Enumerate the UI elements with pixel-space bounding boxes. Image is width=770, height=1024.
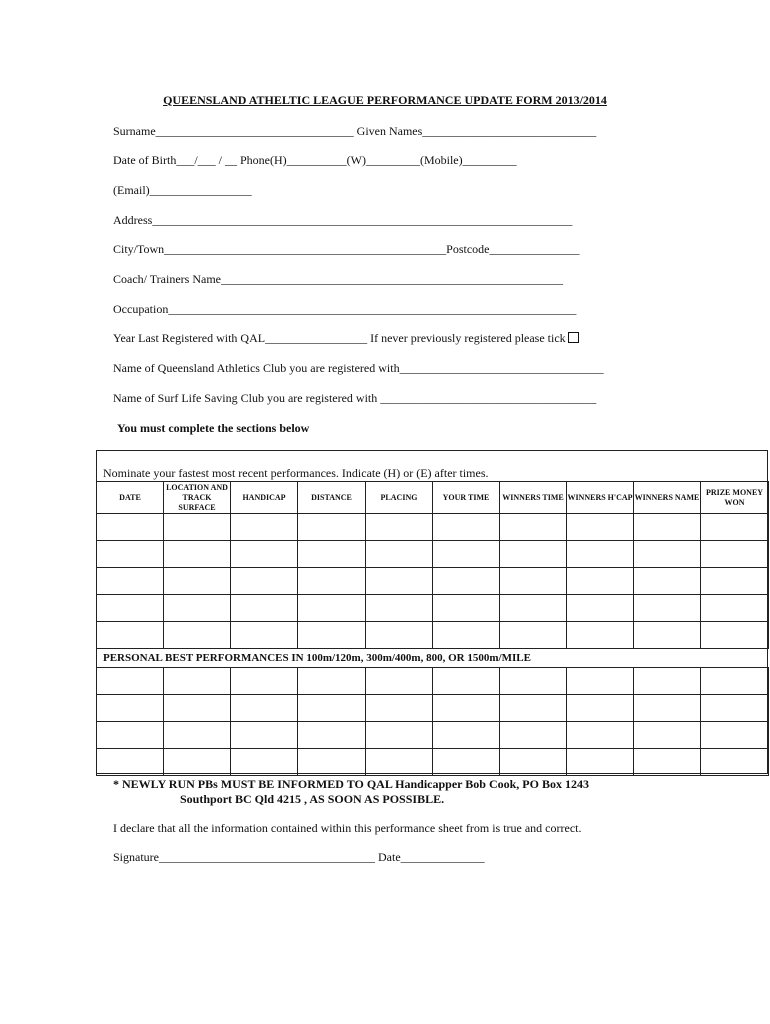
table-cell[interactable] [97, 514, 164, 541]
table-cell[interactable] [298, 514, 366, 541]
table-cell[interactable] [366, 668, 433, 695]
form-title: QUEENSLAND ATHELTIC LEAGUE PERFORMANCE UPDATE FORM 2013/2014 [163, 93, 607, 107]
table-cell[interactable] [366, 541, 433, 568]
instruction-text: You must complete the sections below [117, 421, 310, 435]
table-cell[interactable] [500, 514, 567, 541]
table-cell[interactable] [164, 622, 231, 649]
table-cell[interactable] [97, 695, 164, 722]
table-cell[interactable] [634, 695, 701, 722]
table-cell[interactable] [500, 668, 567, 695]
header-distance: DISTANCE [298, 482, 366, 514]
table-cell[interactable] [701, 668, 769, 695]
table-cell[interactable] [634, 668, 701, 695]
signature-date-field[interactable]: Signature____________________________________ Date______________ [113, 850, 485, 864]
pb-notice-line2: Southport BC Qld 4215 , AS SOON AS POSSIBLE. [180, 792, 445, 806]
nominate-instruction: Nominate your fastest most recent performances. Indicate (H) or (E) after times. [103, 466, 489, 480]
table-cell[interactable] [97, 722, 164, 749]
header-winners-time: WINNERS TIME [500, 482, 567, 514]
recent-performances-table [96, 481, 769, 649]
table-cell[interactable] [298, 722, 366, 749]
table-cell[interactable] [701, 514, 769, 541]
table-cell[interactable] [500, 695, 567, 722]
table-row [97, 722, 769, 749]
declaration-text: I declare that all the information contained within this performance sheet from is true and correct. [113, 821, 582, 835]
table-cell[interactable] [366, 514, 433, 541]
table-cell[interactable] [433, 541, 500, 568]
table-cell[interactable] [567, 722, 634, 749]
table-cell[interactable] [433, 668, 500, 695]
dob-phone-field[interactable]: Date of Birth___/___ / __ Phone(H)__________(W)_________(Mobile)_________ [113, 153, 517, 167]
table-cell[interactable] [567, 695, 634, 722]
surf-club-field[interactable]: Name of Surf Life Saving Club you are registered with ____________________________________ [113, 391, 597, 405]
table-cell[interactable] [567, 595, 634, 622]
table-cell[interactable] [567, 541, 634, 568]
year-registered-row [113, 331, 579, 346]
table-row [97, 568, 769, 595]
athletics-club-field[interactable]: Name of Queensland Athletics Club you are registered with__________________________________ [113, 361, 604, 375]
header-winners-name: WINNERS NAME [634, 482, 701, 514]
personal-best-heading: PERSONAL BEST PERFORMANCES IN 100m/120m, 300m/400m, 800, OR 1500m/MILE [96, 648, 768, 668]
table-row [97, 749, 769, 776]
table-cell[interactable] [701, 595, 769, 622]
table-cell[interactable] [97, 568, 164, 595]
table-cell[interactable] [500, 541, 567, 568]
header-your-time: YOUR TIME [433, 482, 500, 514]
coach-field[interactable]: Coach/ Trainers Name_________________________________________________________ [113, 272, 563, 286]
year-registered-field[interactable]: Year Last Registered with QAL_________________ If never previously registered please tick [113, 331, 566, 345]
table-cell[interactable] [164, 695, 231, 722]
table-header-row [97, 482, 769, 514]
table-cell[interactable] [500, 722, 567, 749]
table-cell[interactable] [231, 568, 298, 595]
table-cell[interactable] [298, 695, 366, 722]
table-cell[interactable] [567, 668, 634, 695]
table-cell[interactable] [164, 514, 231, 541]
table-cell[interactable] [634, 622, 701, 649]
table-row [97, 595, 769, 622]
table-cell[interactable] [231, 514, 298, 541]
email-field[interactable]: (Email)_________________ [113, 183, 252, 197]
table-cell[interactable] [97, 668, 164, 695]
table-row [97, 541, 769, 568]
table-cell[interactable] [298, 541, 366, 568]
table-cell[interactable] [433, 622, 500, 649]
table-cell[interactable] [97, 595, 164, 622]
table-cell[interactable] [164, 541, 231, 568]
table-cell[interactable] [567, 568, 634, 595]
table-cell[interactable] [701, 568, 769, 595]
table-cell[interactable] [366, 595, 433, 622]
table-cell[interactable] [433, 749, 500, 776]
table-cell[interactable] [500, 595, 567, 622]
table-cell[interactable] [634, 722, 701, 749]
table-cell[interactable] [366, 695, 433, 722]
table-cell[interactable] [298, 595, 366, 622]
pb-notice-line1: * NEWLY RUN PBs MUST BE INFORMED TO QAL Handicapper Bob Cook, PO Box 1243 [113, 777, 589, 791]
header-date: DATE [97, 482, 164, 514]
table-cell[interactable] [231, 668, 298, 695]
table-cell[interactable] [701, 622, 769, 649]
surname-given-names-field[interactable]: Surname_________________________________ Given Names_____________________________ [113, 124, 597, 138]
table-cell[interactable] [298, 568, 366, 595]
table-cell[interactable] [500, 749, 567, 776]
table-cell[interactable] [701, 722, 769, 749]
table-row [97, 514, 769, 541]
table-cell[interactable] [634, 514, 701, 541]
occupation-field[interactable]: Occupation____________________________________________________________________ [113, 302, 577, 316]
address-field[interactable]: Address______________________________________________________________________ [113, 213, 573, 227]
table-cell[interactable] [634, 541, 701, 568]
table-cell[interactable] [164, 668, 231, 695]
table-cell[interactable] [298, 622, 366, 649]
table-cell[interactable] [97, 622, 164, 649]
table-cell[interactable] [567, 514, 634, 541]
table-cell[interactable] [433, 514, 500, 541]
table-cell[interactable] [634, 595, 701, 622]
table-cell[interactable] [366, 749, 433, 776]
table-cell[interactable] [231, 722, 298, 749]
table-cell[interactable] [701, 541, 769, 568]
table-cell[interactable] [231, 749, 298, 776]
table-cell[interactable] [164, 722, 231, 749]
city-postcode-field[interactable]: City/Town_______________________________________________Postcode_______________ [113, 242, 580, 256]
table-cell[interactable] [231, 541, 298, 568]
table-row [97, 668, 769, 695]
table-cell[interactable] [567, 749, 634, 776]
header-winners-hcap: WINNERS H'CAP [567, 482, 634, 514]
table-cell[interactable] [634, 568, 701, 595]
table-cell[interactable] [567, 622, 634, 649]
table-cell[interactable] [298, 749, 366, 776]
table-cell[interactable] [164, 749, 231, 776]
table-cell[interactable] [366, 722, 433, 749]
table-cell[interactable] [97, 749, 164, 776]
table-cell[interactable] [433, 695, 500, 722]
table-cell[interactable] [433, 722, 500, 749]
table-cell[interactable] [97, 541, 164, 568]
table-cell[interactable] [634, 749, 701, 776]
table-cell[interactable] [433, 568, 500, 595]
never-registered-checkbox[interactable] [568, 332, 579, 343]
table-cell[interactable] [366, 622, 433, 649]
table-cell[interactable] [231, 622, 298, 649]
table-cell[interactable] [500, 622, 567, 649]
table-cell[interactable] [164, 568, 231, 595]
table-cell[interactable] [701, 695, 769, 722]
header-prize-money: PRIZE MONEY WON [701, 482, 769, 514]
table-cell[interactable] [433, 595, 500, 622]
table-cell[interactable] [164, 595, 231, 622]
table-cell[interactable] [366, 568, 433, 595]
header-placing: PLACING [366, 482, 433, 514]
table-cell[interactable] [500, 568, 567, 595]
table-row [97, 622, 769, 649]
table-cell[interactable] [298, 668, 366, 695]
table-cell[interactable] [701, 749, 769, 776]
table-cell[interactable] [231, 595, 298, 622]
personal-best-table [96, 667, 769, 776]
table-cell[interactable] [231, 695, 298, 722]
header-handicap: HANDICAP [231, 482, 298, 514]
table-row [97, 695, 769, 722]
header-location: LOCATION AND TRACK SURFACE [164, 482, 231, 514]
